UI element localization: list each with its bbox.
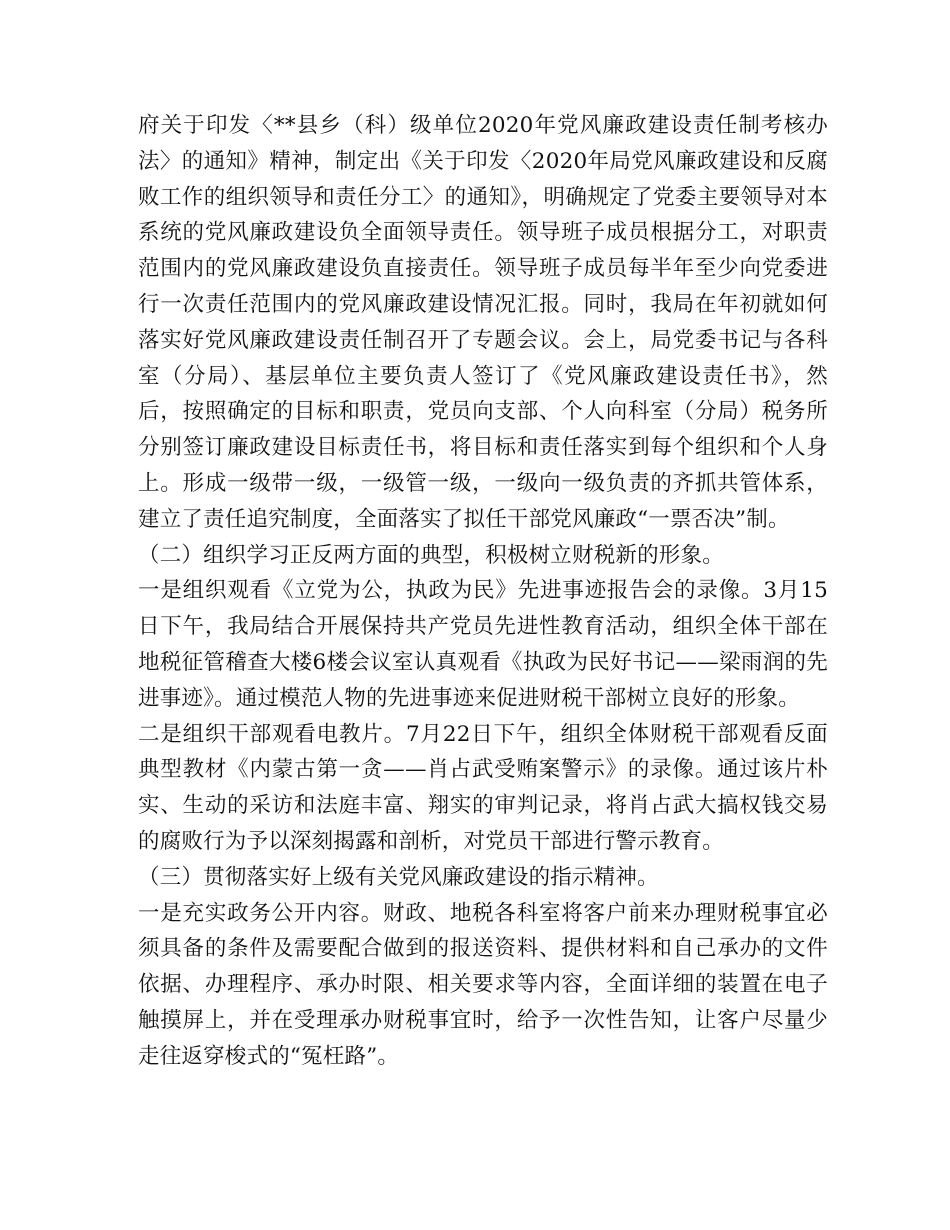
section-heading-three: （三）贯彻落实好上级有关党风廉政建设的指示精神。 — [138, 864, 659, 890]
section-heading-two: （二）组织学习正反两方面的典型，积极树立财税新的形象。 — [138, 542, 724, 568]
paragraph-warning-education: 二是组织干部观看电教片。7月22日下午，组织全体财税干部观看反面典型教材《内蒙古第一贪——肖占武受贿案警示》的录像。通过该片朴实、生动的采访和法庭丰富、翔实的审判记录，将肖占武大搞权钱交易的腐败行为予以深刻揭露和剖析，对党员干部进行警示教育。 — [138, 721, 828, 854]
paragraph-video-study: 一是组织观看《立党为公，执政为民》先进事迹报告会的录像。3月15日下午，我局结合开展保持共产党员先进性教育活动，组织全体干部在地税征管稽查大楼6楼会议室认真观看《执政为民好书记——梁雨润的先进事迹》。通过模范人物的先进事迹来促进财税干部树立良好的形象。 — [138, 578, 828, 711]
paragraph-government-affairs: 一是充实政务公开内容。财政、地税各科室将客户前来办理财税事宜必须具备的条件及需要配合做到的报送资料、提供材料和自己承办的文件依据、办理程序、承办时限、相关要求等内容，全面详细的装置在电子触摸屏上，并在受理承办财税事宜时，给予一次性告知，让客户尽量少走往返穿梭式的“冤枉路”。 — [138, 900, 828, 1069]
document-body — [138, 108, 828, 1075]
paragraph-responsibility-system: 府关于印发〈**县乡（科）级单位2020年党风廉政建设责任制考核办法〉的通知》精神，制定出《关于印发〈2020年局党风廉政建设和反腐败工作的组织领导和责任分工〉的通知》，明确规定了党委主要领导对本系统的党风廉政建设负全面领导责任。领导班子成员根据分工，对职责范围内的党风廉政建设负直接责任。领导班子成员每半年至少向党委进行一次责任范围内的党风廉政建设情况汇报。同时，我局在年初就如何落实好党风廉政建设责任制召开了专题会议。会上，局党委书记与各科室（分局）、基层单位主要负责人签订了《党风廉政建设责任书》，然后，按照确定的目标和职责，党员向支部、个人向科室（分局）税务所分别签订廉政建设目标责任书，将目标和责任落实到每个组织和个人身上。形成一级带一级，一级管一级，一级向一级负责的齐抓共管体系，建立了责任追究制度，全面落实了拟任干部党风廉政“一票否决”制。 — [138, 113, 828, 532]
